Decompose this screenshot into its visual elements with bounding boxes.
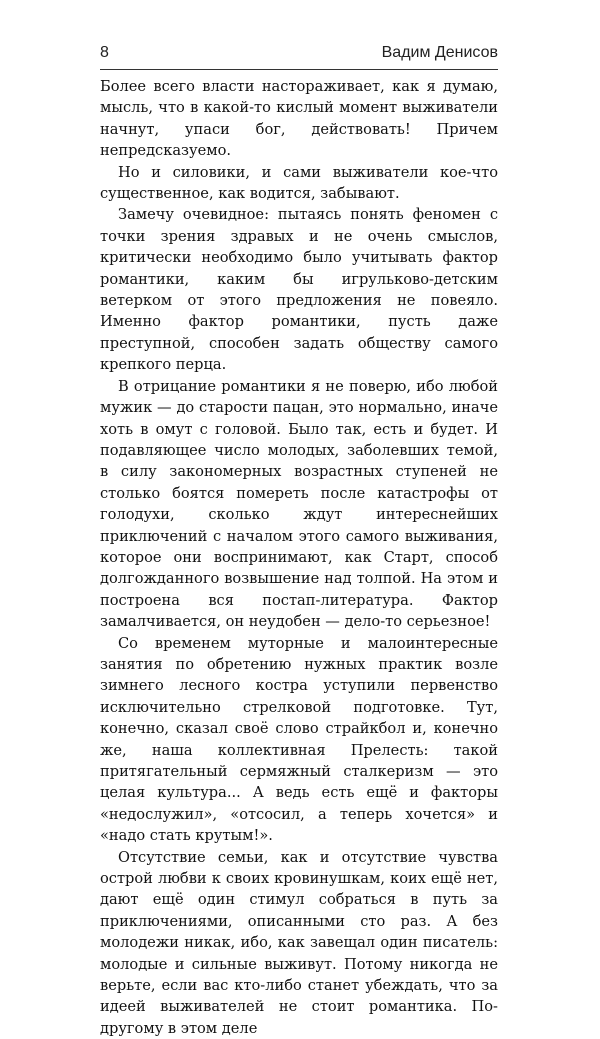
paragraph: В отрицание романтики я не поверю, ибо любой мужик — до старости пацан, это нормально, иначе хоть в омут с головой. Было так, есть и будет. И подавляющее число молодых, заболевших темой, в силу закономерных возрастных ступеней не столько боятся помереть после катастрофы от голодухи, сколько ждут интереснейших приключений с началом этого самого выживания, которое они воспринимают, как Старт, способ долгожданного возвышение над толпой. На этом и построена вся постап-литература. Фактор замалчивается, он неудобен — дело-то серьезное! [100,377,498,631]
paragraph: Но и силовики, и сами выживатели кое-что существенное, как водится, забывают. [100,163,498,203]
page-header [100,44,498,66]
paragraph: Более всего власти настораживает, как я думаю, мысль, что в какой-то кислый момент выживатели начнут, упаси бог, действовать! Причем непредсказуемо. [100,78,498,160]
paragraph: Со временем муторные и малоинтересные занятия по обретению нужных практик возле зимнего лесного костра уступили первенство исключительно стрелковой подготовке. Тут, конечно, сказал своё слово страйкбол и, конечно же, наша коллективная Прелесть: такой притягательный сермяжный сталкеризм — это целая культура... А ведь есть ещё и факторы «недослужил», «отсосил, а теперь хочется» и «надо стать крутым!». [100,634,498,845]
paragraph: Отсутствие семьи, как и отсутствие чувства острой любви к своих кровинушкам, коих ещё нет, дают ещё один стимул собраться в путь за приключениями, описанными сто раз. А без молодежи никак, ибо, как завещал один писатель: молодые и сильные выживут. Потому никогда не верьте, если вас кто-либо станет убеждать, что за идеей выживателей не стоит романтика. По-другому в этом деле [100,848,498,1037]
body-text [100,76,498,1039]
header-rule [100,69,498,70]
page-number: 8 [100,44,109,61]
paragraph: Замечу очевидное: пытаясь понять феномен с точки зрения здравых и не очень смыслов, критически необходимо было учитывать фактор романтики, каким бы игрульково-детским ветерком от этого предложения не повеяло. Именно фактор романтики, пусть даже преступной, способен задать обществу самого крепкого перца. [100,206,498,374]
running-head-author: Вадим Денисов [381,44,498,61]
